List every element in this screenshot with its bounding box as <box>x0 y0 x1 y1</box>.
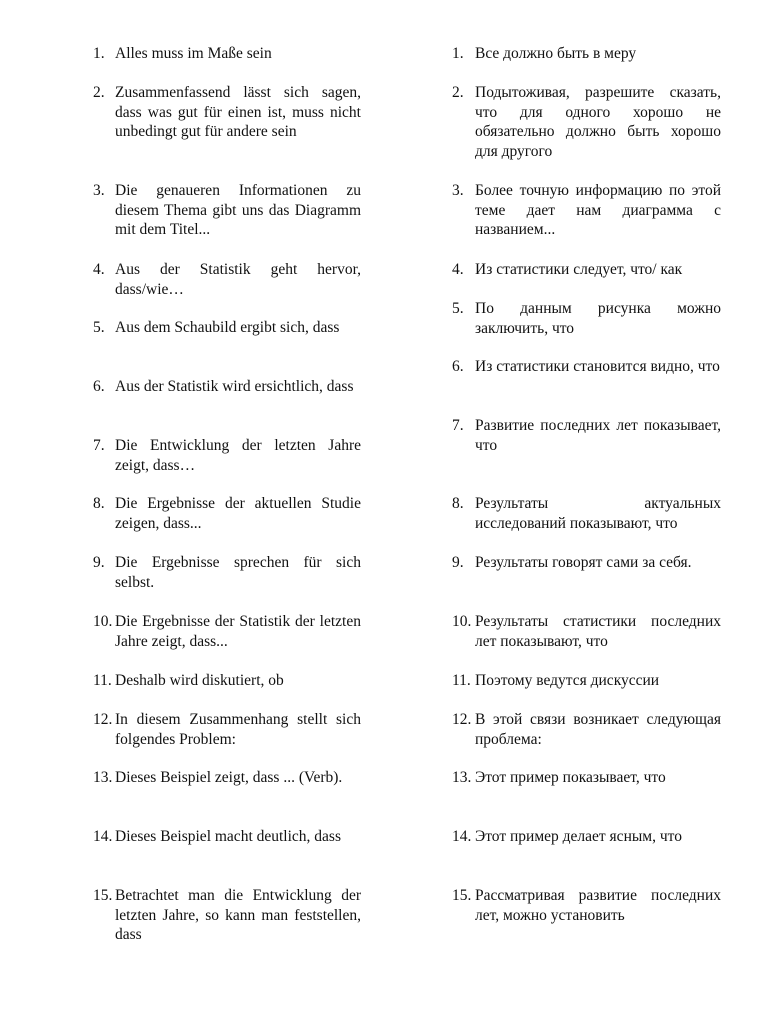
item-text: In diesem Zusammenhang stellt sich folgendes Problem: <box>115 711 361 748</box>
item-number: 3. <box>93 182 105 199</box>
item-number: 1. <box>452 45 464 62</box>
item-number: 12. <box>452 711 472 728</box>
item-text: Результаты статистики последних лет показывают, что <box>475 613 721 650</box>
item-text: Deshalb wird diskutiert, ob <box>115 672 284 689</box>
list-item <box>452 299 721 338</box>
item-text: Этот пример показывает, что <box>475 769 666 786</box>
item-text: Zusammenfassend lässt sich sagen, dass was gut für einen ist, muss nicht unbedingt gut für andere sein <box>115 84 361 141</box>
item-text: Dieses Beispiel macht deutlich, dass <box>115 828 341 845</box>
item-number: 6. <box>93 378 105 395</box>
list-item <box>452 357 721 377</box>
item-number: 1. <box>93 45 105 62</box>
item-number: 4. <box>93 261 105 278</box>
item-number: 9. <box>93 554 105 571</box>
item-number: 11. <box>93 672 112 689</box>
item-text: Betrachtet man die Entwicklung der letzten Jahre, so kann man feststellen, dass <box>115 887 361 944</box>
list-item <box>452 181 721 240</box>
item-number: 13. <box>93 769 113 786</box>
item-number: 7. <box>452 417 464 434</box>
item-number: 12. <box>93 711 113 728</box>
list-item <box>452 44 721 64</box>
item-text: Die Entwicklung der letzten Jahre zeigt, dass… <box>115 437 361 474</box>
item-text: Этот пример делает ясным, что <box>475 828 682 845</box>
item-number: 13. <box>452 769 472 786</box>
list-item <box>452 494 721 533</box>
item-text: Die Ergebnisse der aktuellen Studie zeigen, dass... <box>115 495 361 532</box>
item-text: Aus dem Schaubild ergibt sich, dass <box>115 319 340 336</box>
list-item <box>452 886 721 925</box>
item-text: По данным рисунка можно заключить, что <box>475 300 721 337</box>
item-text: Из статистики следует, что/ как <box>475 261 683 278</box>
item-text: Результаты говорят сами за себя. <box>475 554 692 571</box>
item-number: 8. <box>452 495 464 512</box>
item-number: 10. <box>452 613 472 630</box>
list-item <box>452 553 721 573</box>
item-text: Dieses Beispiel zeigt, dass ... (Verb). <box>115 769 343 786</box>
item-number: 15. <box>93 887 113 904</box>
item-number: 15. <box>452 887 472 904</box>
item-number: 3. <box>452 182 464 199</box>
list-item <box>452 710 721 749</box>
item-number: 14. <box>93 828 113 845</box>
item-text: Alles muss im Maße sein <box>115 45 272 62</box>
item-number: 8. <box>93 495 105 512</box>
item-text: Die Ergebnisse der Statistik der letzten Jahre zeigt, dass... <box>115 613 361 650</box>
list-item <box>452 671 721 691</box>
list-item <box>452 768 721 788</box>
item-text: Aus der Statistik wird ersichtlich, dass <box>115 378 354 395</box>
list-item <box>452 612 721 651</box>
item-text: Из статистики становится видно, что <box>475 358 720 375</box>
item-text: Рассматривая развитие последних лет, можно установить <box>475 887 721 924</box>
item-text: В этой связи возникает следующая проблема: <box>475 711 721 748</box>
item-number: 14. <box>452 828 472 845</box>
item-text: Подытоживая, разрешите сказать, что для одного хорошо не обязательно должно быть хорошо для другого <box>475 84 721 160</box>
item-number: 2. <box>452 84 464 101</box>
item-text: Все должно быть в меру <box>475 45 637 62</box>
list-item <box>452 416 721 455</box>
item-text: Развитие последних лет показывает, что <box>475 417 721 454</box>
item-number: 10. <box>93 613 113 630</box>
item-number: 5. <box>93 319 105 336</box>
item-text: Aus der Statistik geht hervor, dass/wie… <box>115 261 361 298</box>
item-text: Die genaueren Informationen zu diesem Thema gibt uns das Diagramm mit dem Titel... <box>115 182 361 239</box>
list-item <box>452 827 721 847</box>
item-number: 11. <box>452 672 471 689</box>
item-number: 7. <box>93 437 105 454</box>
item-number: 6. <box>452 358 464 375</box>
item-number: 5. <box>452 300 464 317</box>
item-text: Результаты актуальных исследований показывают, что <box>475 495 721 532</box>
list-item <box>452 260 721 280</box>
list-item <box>452 83 721 161</box>
item-number: 9. <box>452 554 464 571</box>
item-number: 4. <box>452 261 464 278</box>
item-number: 2. <box>93 84 105 101</box>
item-text: Поэтому ведутся дискуссии <box>475 672 660 689</box>
item-text: Die Ergebnisse sprechen für sich selbst. <box>115 554 361 591</box>
item-text: Более точную информацию по этой теме дает нам диаграмма с названием... <box>475 182 721 239</box>
